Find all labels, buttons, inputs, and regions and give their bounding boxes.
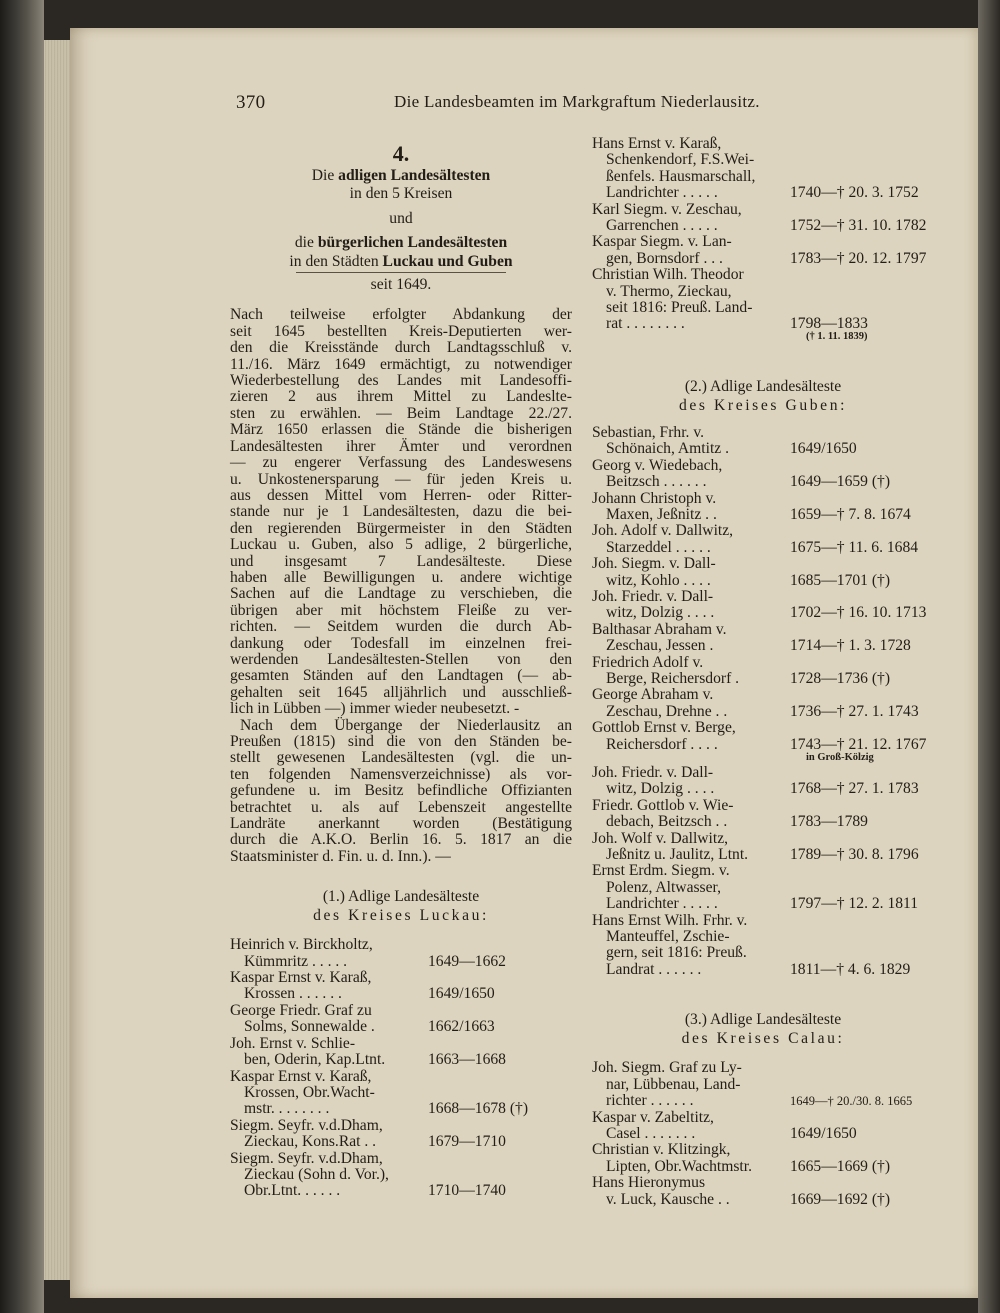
entry-name-line: Polenz, Altwasser, xyxy=(606,878,722,896)
entry-date: 1669—1692 (†) xyxy=(790,1190,891,1208)
entry-name xyxy=(592,425,788,458)
entry-name-line: Gottlob Ernst v. Berge, xyxy=(592,719,736,737)
entry-name-line: Obr.Ltnt. . . . . . xyxy=(244,1182,341,1200)
entry-date: 1783—† 20. 12. 1797 xyxy=(790,249,927,267)
intro-line: gehalten seit 1645 alljährlich und ausschließ- xyxy=(230,683,572,701)
entry-name-line: Joh. Siegm. v. Dall- xyxy=(592,555,716,573)
entry-name xyxy=(592,622,788,655)
intro-line: Staatsminister d. Fin. u. d. Inn.). — xyxy=(230,847,451,865)
entry-name-line: Manteuffel, Zschie- xyxy=(606,928,730,946)
entry-name xyxy=(592,267,788,333)
list-item xyxy=(592,655,934,688)
calau-heading-2: des Kreises Calau: xyxy=(681,1030,845,1048)
entry-name xyxy=(592,863,788,912)
entry-name-line: George Friedr. Graf zu xyxy=(230,1001,372,1019)
list-item xyxy=(592,622,934,655)
entry-name-line: mstr. . . . . . . . xyxy=(244,1100,330,1118)
section-number: 4. xyxy=(392,141,410,166)
list-item xyxy=(592,589,934,622)
guben-list xyxy=(592,425,934,978)
entry-name xyxy=(230,1151,430,1200)
entry-name-line: Siegm. Seyfr. v.d.Dham, xyxy=(230,1116,383,1134)
entry-date: 1789—† 30. 8. 1796 xyxy=(790,846,919,864)
intro-line: Wiederbestellung des Landes mit Landesoffi- xyxy=(230,372,572,390)
list-item xyxy=(230,1003,572,1036)
entry-date: 1649/1650 xyxy=(428,985,495,1003)
entry-name-line: Christian Wilh. Theodor xyxy=(592,266,744,284)
section-title-line-6: seit 1649. xyxy=(370,276,432,294)
page-header xyxy=(236,92,782,116)
entry-date: 1740—† 20. 3. 1752 xyxy=(790,184,919,202)
entry-name-line: Hans Ernst Wilh. Frhr. v. xyxy=(592,911,748,929)
list-item xyxy=(592,458,934,491)
entry-name-line: ßenfels. Hausmarschall, xyxy=(606,167,756,185)
intro-line: März 1650 erlassen die Stände die bisherigen xyxy=(230,421,572,439)
entry-date: 1649—1659 (†) xyxy=(790,473,891,491)
intro-line: übrigen aber mit höchstem Fleiße zu ver- xyxy=(230,601,572,619)
entry-name-line: Garrenchen . . . . . xyxy=(606,217,718,235)
entry-name-line: Friedrich Adolf v. xyxy=(592,653,704,671)
entry-name xyxy=(592,523,788,556)
entry-date: 1797—† 12. 2. 1811 xyxy=(790,895,919,913)
entry-name-line: Friedr. Gottlob v. Wie- xyxy=(592,796,734,814)
entry-name xyxy=(230,1036,430,1069)
entry-name-line: Landrichter . . . . . xyxy=(606,184,718,202)
entry-date: 1768—† 27. 1. 1783 xyxy=(790,780,919,798)
entry-date: 1665—1669 (†) xyxy=(790,1157,891,1175)
list-item xyxy=(592,913,934,979)
entry-name-line: Joh. Friedr. v. Dall- xyxy=(592,587,714,605)
calau-list xyxy=(592,1060,934,1208)
entry-name xyxy=(592,720,788,753)
list-item xyxy=(230,970,572,1003)
section-title-line-5: in den Städten Luckau und Guben xyxy=(289,252,513,270)
list-item xyxy=(592,1142,934,1175)
entry-date: 1702—† 16. 10. 1713 xyxy=(790,604,927,622)
entry-date: 1649/1650 xyxy=(790,1124,857,1142)
entry-date: 1668—1678 (†) xyxy=(428,1100,529,1118)
intro-line: ten folgenden Namensverzeichnisse) als vor- xyxy=(230,765,572,783)
entry-name xyxy=(592,556,788,589)
entry-name-line: Hans Hieronymus xyxy=(592,1174,706,1192)
section-title-line-1: Die adligen Landesältesten xyxy=(311,167,491,184)
list-item xyxy=(592,1175,934,1208)
entry-name-line: rat . . . . . . . . xyxy=(606,315,685,333)
intro-line: den regierenden Bürgermeister in den Städten xyxy=(230,519,572,537)
entry-name xyxy=(592,687,788,720)
intro-line: zieren 2 aus ihrem Mittel zu Landeslte- xyxy=(230,388,572,406)
entry-date: 1783—1789 xyxy=(790,813,868,831)
list-item xyxy=(230,1036,572,1069)
entry-name-line: Schenkendorf, F.S.Wei- xyxy=(606,151,755,169)
right-column xyxy=(592,136,934,1208)
entry-name-line: ben, Oderin, Kap.Ltnt. xyxy=(244,1051,386,1069)
entry-name-line: Starzeddel . . . . . xyxy=(606,538,711,556)
intro-line: Nach teilweise erfolgter Abdankung der xyxy=(230,306,572,324)
entry-name-line: Sebastian, Frhr. v. xyxy=(592,423,705,441)
list-item xyxy=(230,1151,572,1200)
title-rule xyxy=(296,272,506,273)
entry-name-line: Zeschau, Jessen . xyxy=(606,637,714,655)
entry-date: 1649—1662 xyxy=(428,952,506,970)
intro-line: — zu engerer Verfassung des Landeswesens xyxy=(230,454,572,472)
intro-line: u. Unkostenersparung — für jeden Kreis u. xyxy=(230,470,572,488)
entry-name-line: Beitzsch . . . . . . xyxy=(606,473,707,491)
intro-paragraph xyxy=(230,307,572,865)
entry-date: 1675—† 11. 6. 1684 xyxy=(790,538,919,556)
list-item xyxy=(592,687,934,720)
entry-name-line: Ernst Erdm. Siegm. v. xyxy=(592,862,730,880)
list-item xyxy=(592,765,934,798)
entry-name xyxy=(592,491,788,524)
intro-line: richten. — Seitdem wurden die durch Ab- xyxy=(230,618,572,636)
entry-note: in Groß-Kölzig xyxy=(806,751,874,763)
entry-date: 1663—1668 xyxy=(428,1051,506,1069)
entry-name-line: Joh. Ernst v. Schlie- xyxy=(230,1034,356,1052)
book-spine-edge xyxy=(0,0,44,1313)
intro-line: stande nur je 1 Landesältesten, dazu die bei- xyxy=(230,503,572,521)
entry-name-line: Lipten, Obr.Wachtmstr. xyxy=(606,1157,752,1175)
entry-date: 1743—† 21. 12. 1767 xyxy=(790,735,927,753)
list-item xyxy=(592,425,934,458)
entry-name-line: witz, Dolzig . . . . xyxy=(606,780,715,798)
entry-name-line: nar, Lübbenau, Land- xyxy=(606,1075,741,1093)
list-item xyxy=(592,1060,934,1109)
entry-date: 1798—1833 xyxy=(790,315,868,333)
entry-name xyxy=(230,1118,430,1151)
entry-name-line: Maxen, Jeßnitz . . xyxy=(606,505,717,523)
entry-name-line: richter . . . . . . xyxy=(606,1092,694,1110)
list-item xyxy=(592,719,934,763)
guben-heading-2: des Kreises Guben: xyxy=(678,396,848,414)
entry-name-line: Solms, Sonnewalde . xyxy=(244,1018,375,1036)
intro-line: sten zu erwählen. — Beim Landtage 22./27. xyxy=(230,404,572,422)
calau-heading-1: (3.) Adlige Landesälteste xyxy=(684,1011,842,1029)
intro-line: dankung oder Todesfall im einzelnen frei- xyxy=(230,634,572,652)
list-item xyxy=(592,798,934,831)
entry-name-line: gen, Bornsdorf . . . xyxy=(606,249,723,267)
intro-line: Preußen (1815) sind die von den Ständen be- xyxy=(230,733,572,750)
section-title-line-3: und xyxy=(389,209,413,227)
entry-name-line: Casel . . . . . . . xyxy=(606,1124,696,1142)
entry-date: 1685—1701 (†) xyxy=(790,571,891,589)
entry-date: 1714—† 1. 3. 1728 xyxy=(790,637,911,655)
entry-name xyxy=(592,202,788,235)
entry-name-line: Zeschau, Drehne . . xyxy=(606,702,728,720)
list-item xyxy=(230,1118,572,1151)
entry-name-line: Karl Siegm. v. Zeschau, xyxy=(592,200,742,218)
entry-name xyxy=(230,1069,430,1118)
entry-name-line: seit 1816: Preuß. Land- xyxy=(606,299,753,317)
entry-date: 1710—1740 xyxy=(428,1182,506,1200)
entry-name-line: Landrat . . . . . . xyxy=(606,960,702,978)
list-item xyxy=(230,937,572,970)
intro-line: gefundene u. im Besitz befindliche Offizianten xyxy=(230,782,572,800)
intro-line: durch die A.K.O. Berlin 16. 5. 1817 an die xyxy=(230,831,572,849)
intro-line: Sachen auf die Landtage zu verschieben, die xyxy=(230,585,572,603)
section-title-line-4: die bürgerlichen Landesältesten xyxy=(294,234,508,252)
intro-line: haben alle Bewilligungen u. andere wichtige xyxy=(230,568,572,586)
guben-heading-1: (2.) Adlige Landesälteste xyxy=(684,377,842,395)
entry-name-line: v. Luck, Kausche . . xyxy=(606,1190,730,1208)
entry-name-line: George Abraham v. xyxy=(592,686,714,704)
intro-line: Landesältesten ihrer Ämter und verordnen xyxy=(230,437,572,455)
entry-date: 1659—† 7. 8. 1674 xyxy=(790,505,911,523)
entry-name-line: Joh. Wolf v. Dallwitz, xyxy=(592,829,729,847)
entry-name xyxy=(230,1003,430,1036)
entry-name-line: Kaspar Ernst v. Karaß, xyxy=(230,969,372,987)
entry-name-line: Zieckau (Sohn d. Vor.), xyxy=(244,1165,389,1183)
intro-line: Luckau u. Guben, also 5 adlige, 2 bürgerliche, xyxy=(230,536,572,554)
entry-date: 1649—† 20./30. 8. 1665 xyxy=(790,1094,913,1109)
luckau-continued-list xyxy=(592,135,934,343)
entry-name-line: Krossen, Obr.Wacht- xyxy=(244,1083,375,1101)
entry-name-line: Hans Ernst v. Karaß, xyxy=(592,135,722,152)
intro-line: seit 1645 bestellten Kreis-Deputierten wer- xyxy=(230,322,572,340)
entry-name xyxy=(592,234,788,267)
entry-name-line: Reichersdorf . . . . xyxy=(606,735,718,753)
list-item xyxy=(592,491,934,524)
entry-name xyxy=(592,831,788,864)
entry-name xyxy=(592,589,788,622)
entry-name-line: gern, seit 1816: Preuß. xyxy=(606,944,747,962)
entry-name-line: Heinrich v. Birckholtz, xyxy=(230,936,373,954)
entry-name xyxy=(592,1060,788,1109)
list-item xyxy=(592,556,934,589)
entry-name-line: Christian v. Klitzingk, xyxy=(592,1141,731,1159)
intro-line: aus dessen Mittel vom Herren- oder Ritter- xyxy=(230,486,572,504)
page-number: 370 xyxy=(236,92,266,113)
entry-date: 1662/1663 xyxy=(428,1018,495,1036)
entry-name xyxy=(592,913,788,979)
entry-name-line: Berge, Reichersdorf . xyxy=(606,669,740,687)
entry-name xyxy=(230,937,430,970)
intro-line: lich in Lübben —) immer wieder neubesetzt. - xyxy=(230,700,520,718)
entry-name-line: v. Thermo, Zieckau, xyxy=(606,282,732,300)
intro-line: gesamten Ständen auf den Landtagen (— ab- xyxy=(230,667,572,685)
entry-name-line: witz, Dolzig . . . . xyxy=(606,604,715,622)
list-item xyxy=(592,136,934,202)
entry-name-line: Johann Christoph v. xyxy=(592,489,717,507)
intro-line: und insgesamt 7 Landesälteste. Diese xyxy=(230,552,572,570)
entry-name-line: Joh. Siegm. Graf zu Ly- xyxy=(592,1059,742,1077)
entry-name xyxy=(592,765,788,798)
entry-name-line: Schönaich, Amtitz . xyxy=(606,440,729,458)
intro-line: Landräte anerkannt worden (Bestätigung xyxy=(230,815,572,833)
entry-name-line: debach, Beitzsch . . xyxy=(606,813,728,831)
entry-name-line: Joh. Friedr. v. Dall- xyxy=(592,764,714,781)
entry-name-line: Joh. Adolf v. Dallwitz, xyxy=(592,522,734,540)
entry-name-line: Zieckau, Kons.Rat . . xyxy=(244,1133,377,1151)
list-item xyxy=(592,523,934,556)
entry-name xyxy=(592,655,788,688)
intro-line: betrachtet u. als auf Lebenszeit angestellte xyxy=(230,798,572,816)
section-title-line-2: in den 5 Kreisen xyxy=(349,185,453,203)
entry-name-line: Georg v. Wiedebach, xyxy=(592,456,723,474)
entry-date: 1679—1710 xyxy=(428,1133,506,1151)
intro-line: stellt gewesenen Landesältesten (vgl. die un- xyxy=(230,749,572,767)
entry-name-line: witz, Kohlo . . . . xyxy=(606,571,711,589)
list-item xyxy=(592,863,934,912)
list-item xyxy=(592,266,934,343)
page-right-shadow xyxy=(978,0,1000,1313)
entry-name xyxy=(592,136,788,202)
entry-name-line: Kümmritz . . . . . xyxy=(244,952,348,970)
entry-date: 1728—1736 (†) xyxy=(790,669,891,687)
luckau-heading-2: des Kreises Luckau: xyxy=(313,907,489,925)
running-title: Die Landesbeamten im Markgraftum Niederlausitz. xyxy=(394,92,760,111)
list-item xyxy=(592,1110,934,1143)
entry-name xyxy=(592,1175,788,1208)
entry-date: 1736—† 27. 1. 1743 xyxy=(790,702,919,720)
list-item xyxy=(592,234,934,267)
entry-date: 1811—† 4. 6. 1829 xyxy=(790,960,911,978)
list-item xyxy=(230,1069,572,1118)
luckau-list xyxy=(230,937,572,1200)
intro-line: Nach dem Übergange der Niederlausitz an xyxy=(240,716,572,734)
list-item xyxy=(592,831,934,864)
intro-line: den die Kreisstände durch Landtagsschluß v. xyxy=(230,339,572,357)
luckau-heading-1: (1.) Adlige Landesälteste xyxy=(322,888,480,906)
entry-name-line: Siegm. Seyfr. v.d.Dham, xyxy=(230,1149,383,1167)
entry-date: 1649/1650 xyxy=(790,440,857,458)
entry-date: 1752—† 31. 10. 1782 xyxy=(790,217,927,235)
entry-note: († 1. 11. 1839) xyxy=(806,331,868,343)
entry-name-line: Jeßnitz u. Jaulitz, Ltnt. xyxy=(606,846,749,864)
intro-line: 11./16. März 1649 ermächtigt, zu notwendiger xyxy=(230,355,572,373)
entry-name-line: Balthasar Abraham v. xyxy=(592,620,727,638)
entry-name-line: Kaspar Siegm. v. Lan- xyxy=(592,233,732,251)
intro-line: werdenden Landesältesten-Stellen von den xyxy=(230,650,572,668)
entry-name xyxy=(592,798,788,831)
left-column xyxy=(230,140,572,1200)
entry-name xyxy=(592,458,788,491)
entry-name-line: Kaspar v. Zabeltitz, xyxy=(592,1108,714,1126)
entry-name-line: Landrichter . . . . . xyxy=(606,895,718,913)
entry-name xyxy=(230,970,430,1003)
list-item xyxy=(592,202,934,235)
entry-name-line: Kaspar Ernst v. Karaß, xyxy=(230,1067,372,1085)
entry-name-line: Krossen . . . . . . xyxy=(244,985,342,1003)
entry-name xyxy=(592,1142,788,1175)
entry-name xyxy=(592,1110,788,1143)
